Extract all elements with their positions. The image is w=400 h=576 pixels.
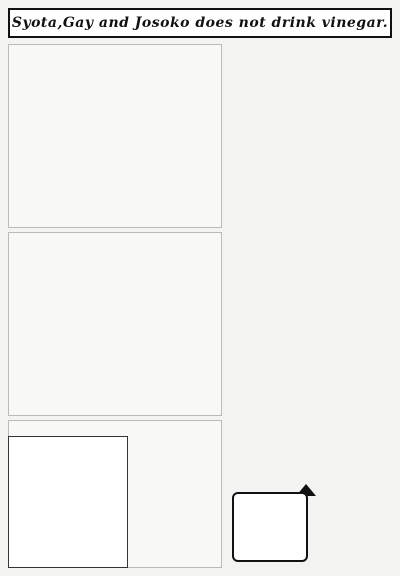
body-column-2	[8, 232, 222, 416]
headline-area	[226, 44, 392, 568]
info-box	[8, 436, 128, 568]
body-column-1	[8, 44, 222, 228]
banner-title: Syota,Gay and Josoko does not drink vinegar.	[11, 15, 389, 31]
article-page	[8, 44, 392, 568]
callout-bubble	[232, 492, 308, 562]
header-banner	[8, 8, 392, 38]
